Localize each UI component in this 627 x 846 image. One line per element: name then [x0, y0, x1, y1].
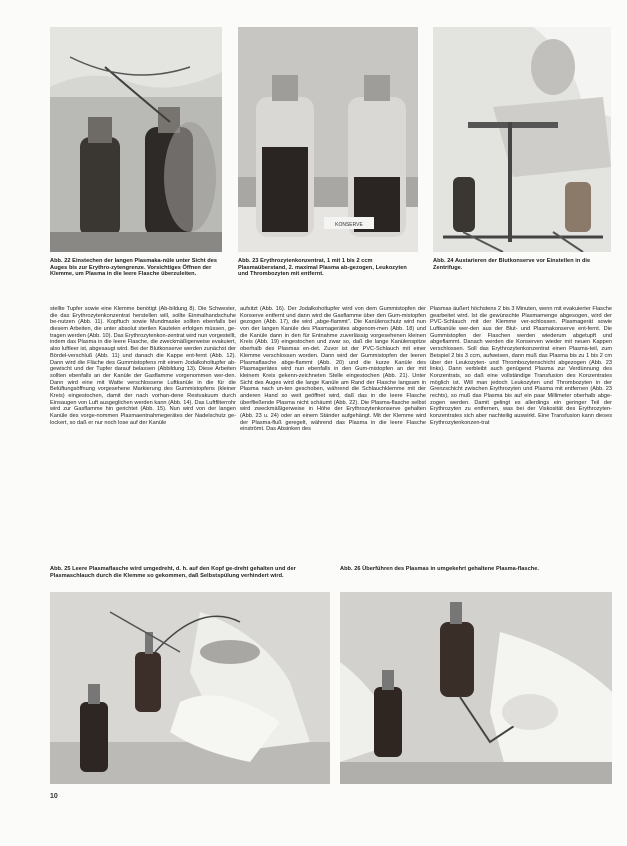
photo-abb-23-image — [238, 27, 418, 252]
photo-abb-22-image — [50, 27, 222, 252]
caption-abb-24: Abb. 24 Austarieren der Blutkonserve vor Einstellen in die Zentrifuge. — [433, 258, 591, 271]
photo-abb-26 — [340, 592, 612, 784]
photo-abb-24 — [433, 27, 611, 252]
caption-abb-22: Abb. 22 Einstechen der langen Plasmaka-nüle unter Sicht des Auges bis zur Erythro-zytengrenze. Vorsichtiges Öffnen der Klemme, um Plasma in die leere Flasche überzuleiten. — [50, 258, 218, 278]
text-column-1: stellte Tupfer sowie eine Klemme benötigt (Ab-bildung 8). Die Schwester, die das Erythrozytenkonzentrat herstellen will, sollte Einmalhandschuhe be-nutzen (Abb. 11). Kopftuch sowie Mundmaske sollten ebenfalls bei diesem Arbeiten, die unter absolut sterilen Kautelen erfolgen müssen, ge-tragen werden (Abb. 10). Das Erythrozytenkon-zentrat wird nun vorgestellt, indem das Plasma in die leere Flasche, die zweckmäßigerweise evakuiert, also luftleer ist, abgesaugt wird. Bei der Blutkonserve werden zunächst der Bördel-verschluß (Abb. 11) und danach die Kappe ent-fernt (Abb. 12). Dann wird die Fläche des Gummistopfens mit einem Jodalkoholtupfer ab-gewischt und der Tupfer darauf belassen (Abbildung 13). Diese Arbeiten sollten ebenfalls an der Kanüle der Gasflamme vorgenommen wer-den. Dann wird eine mit Watte verschlossene Luftkanüle in die für die Belüftungsöffnung vorgesehene Markierung des Gummistopfens (kleiner Kreis) eingestochen, damit der nach vorhan-dene Restvakuum durch Einsaugen von Luft ausgeglichen werden kann (Abb. 14). Das Luftfilterrohr wird zur Gasflamme hin gerichtet (Abb. 15). Nun wird von der langen Kanüle des vorge-nommen Plasmaentnahmegerätes der Nadelschutz ge-lockert, so daß er nur noch lose auf der Kanüle — [50, 306, 236, 426]
text-column-2: aufsitzt (Abb. 16). Der Jodalkoholtupfer wird von dem Gummistopfen der Konserve entfernt und dann wird die Gasflamme über den Gum-mistopfen gezogen (Abb. 17), die wird „abge-flammt". Die Kanülenschutz wird nun von der langen Kanüle des Plasmagerätes abgenom-men (Abb. 18) und die Kanüle dann in den für Entnahme zuverlässig vorgesehenen kleinen Kreis (Abb. 19) eingestochen und zwar so, daß die lange Kanülenspitze oberhalb des Plasmas en-det. Zuvor ist der PVC-Schlauch mit einer Klemme verschlossen worden. Dann wird der Gummistopfen der leeren Plasmaflasche abge-flammt (Abb. 20) und die kurze Kanüle des Plasmagerätes wird nun ebenfalls in den Gum-mistopfen an der mit kleinem Kreis gekenn-zeichneten Stelle eingestochen (Abb. 21). Unter Sicht des Auges wird die lange Kanüle am Rand der Flasche langsam in Plasma nach un-ten geschoben, während die Schlauchklemme mit der anderen Hand so weit geöffnet wird, daß das in die leere Flasche überfließende Plasma nicht schäumt (Abb. 22). Die Plasma-flasche selbst wird zweckmäßigerweise in Höhe der Erythrozytenkonserve gehalten (Abb. 23 u. 24) oder an einem Ständer aufgehängt. Mit der Klemme wird der Plasma-fluß geregelt, während das Plasma in die leere Flasche einströmt. Das Absinken des — [240, 306, 426, 433]
text-column-3: Plasmas äußert höchstens 2 bis 3 Minuten, wenn mit evakuierter Flasche gearbeitet wird. Ist die gewünschte Plasmamenge abgesogen, wird der PVC-Schlauch mit der Klemme ver-schlossen. Plasmagerät sowie Luftkanüle wer-den aus der Blut- und Plasmakonserve ent-fernt. Die Gummistopfen der Flaschen werden wiederum abgetupft und abgeflammt. Danach werden die Konserven wieder mit neuen Kappen verschlossen. Soll das Erythrozytenkonzentrat einen Plasma-teil, zum Beispiel 2 bis 3 ccm, aufweisen, dann muß das Plasma bis zu 1 bis 2 cm über der Leukozyten- und Thrombozytenschicht abgezogen (Abb. 23 links). Dann verbleibt auch genügend Plasma zur Verdünnung des Konzentrats, so daß eine vollständige Transfusion des Konzentrates möglich ist. Will man jedoch Leukozyten und Thrombozyten in der Grenzschicht zwischen Erythrozyten und Plasma mit entfernen (Abb. 23 rechts), so muß das Plasma bis auf ein paar Millimeter oberhalb abge-zogen werden. Damit gelingt es allerdings ein geringer Teil der Erythrozyten zu entfernen, was bei der Viskosität des Erythrozyten-konzentrates sich aber nachteilig auswirkt. Eine Transfusion kann dieses Erythrozytenkonzen-trat — [430, 306, 612, 426]
photo-abb-25-image — [50, 592, 330, 784]
photo-abb-26-image — [340, 592, 612, 784]
caption-abb-23: Abb. 23 Erythrozytenkonzentrat, 1 mit 1 bis 2 ccm Plasmaüberstand, 2. maximal Plasma ab-gezogen, Leukozyten und Thrombozyten mit entfernt. — [238, 258, 407, 278]
photo-abb-25 — [50, 592, 330, 784]
photo-abb-23 — [238, 27, 418, 252]
caption-abb-26: Abb. 26 Überführen des Plasmas in umgekehrt gehaltene Plasma-flasche. — [340, 566, 539, 572]
caption-abb-25: Abb. 25 Leere Plasmaflasche wird umgedreht, d. h. auf den Kopf ge-dreht gehalten und der Plasmaschlauch durch die Klemme so gekommen, daß Selbstspülung verhindert wird. — [50, 566, 296, 579]
photo-abb-24-image — [433, 27, 611, 252]
page-number: 10 — [50, 793, 58, 800]
photo-abb-22 — [50, 27, 222, 252]
bottle-label-text: KONSERVE — [335, 222, 363, 228]
